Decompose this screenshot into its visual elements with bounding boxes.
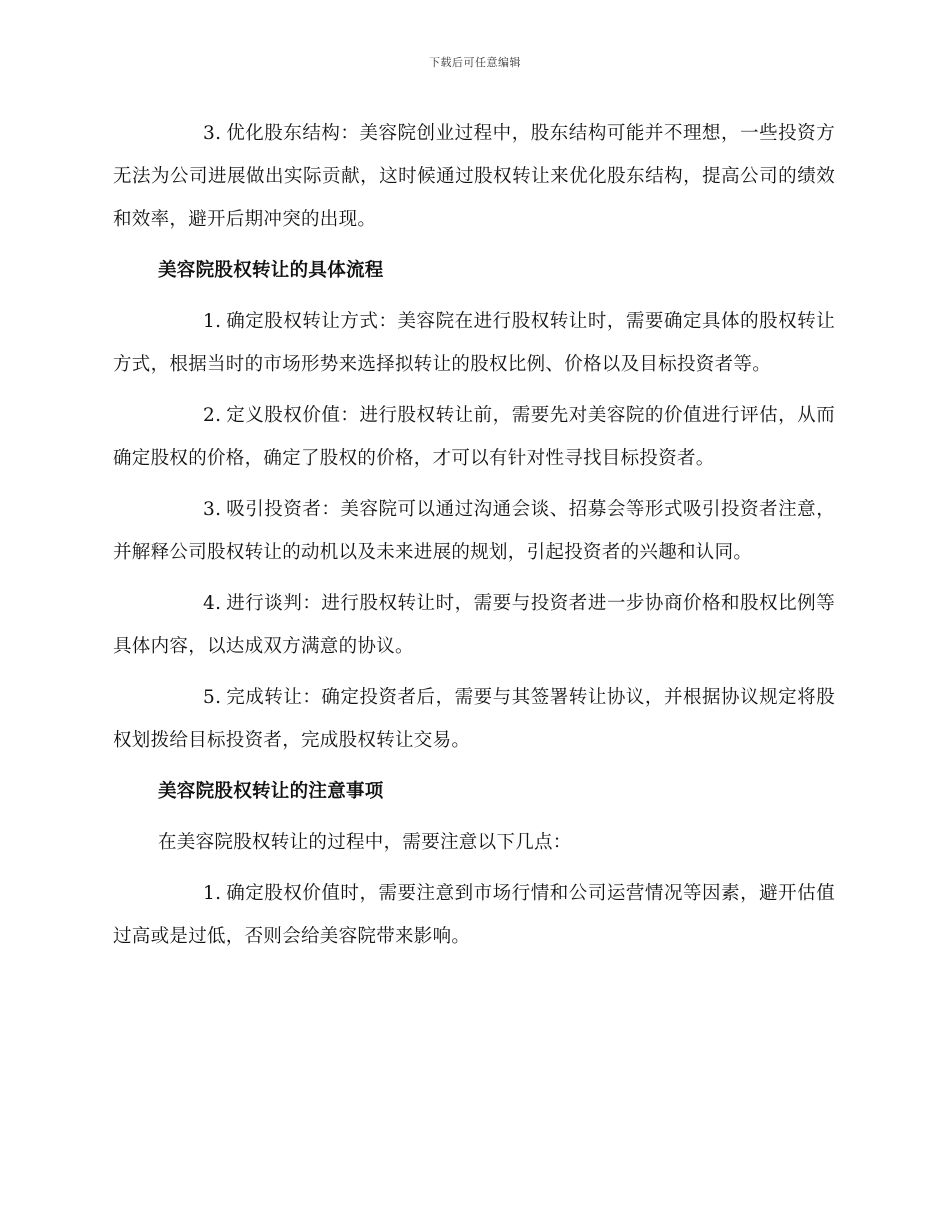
- paragraph-text: 进行谈判：进行股权转让时，需要与投资者进一步协商价格和股权比例等具体内容，以达成双方满意的协议。: [113, 593, 835, 657]
- paragraph-optimize-shareholder-structure: [113, 112, 835, 241]
- document-body: [113, 112, 835, 966]
- section-heading-process: 美容院股权转让的具体流程: [158, 260, 384, 281]
- paragraph-text: 吸引投资者：美容院可以通过沟通会谈、招募会等形式吸引投资者注意，并解释公司股权转让的动机以及未来进展的规划，引起投资者的兴趣和认同。: [113, 499, 835, 563]
- paragraph-text: 确定股权价值时，需要注意到市场行情和公司运营情况等因素，避开估值过高或是过低，否则会给美容院带来影响。: [113, 883, 835, 947]
- list-number: 3.: [203, 499, 222, 520]
- paragraph-note-valuation: [113, 872, 835, 958]
- paragraph-determine-method: [113, 300, 835, 386]
- list-number: 1.: [203, 883, 222, 904]
- list-number: 5.: [203, 687, 222, 708]
- paragraph-text: 优化股东结构：美容院创业过程中，股东结构可能并不理想，一些投资方无法为公司进展做出实际贡献，这时候通过股权转让来优化股东结构，提高公司的绩效和效率，避开后期冲突的出现。: [113, 123, 835, 230]
- list-number: 1.: [203, 311, 222, 332]
- list-number: 3.: [203, 123, 222, 144]
- paragraph-text: 完成转让：确定投资者后，需要与其签署转让协议，并根据协议规定将股权划拨给目标投资者，完成股权转让交易。: [113, 687, 835, 751]
- paragraph-attract-investors: [113, 488, 835, 574]
- paragraph-define-value: [113, 394, 835, 480]
- paragraph-text: 定义股权价值：进行股权转让前，需要先对美容院的价值进行评估，从而确定股权的价格，确定了股权的价格，才可以有针对性寻找目标投资者。: [113, 405, 835, 469]
- section-heading-notes: 美容院股权转让的注意事项: [158, 781, 384, 802]
- paragraph-negotiation: [113, 582, 835, 668]
- list-number: 2.: [203, 405, 222, 426]
- paragraph-intro-notes: 在美容院股权转让的过程中，需要注意以下几点：: [158, 832, 572, 853]
- page-header: 下载后可任意编辑: [429, 56, 521, 69]
- paragraph-text: 确定股权转让方式：美容院在进行股权转让时，需要确定具体的股权转让方式，根据当时的市场形势来选择拟转让的股权比例、价格以及目标投资者等。: [113, 311, 835, 375]
- paragraph-complete-transfer: [113, 676, 835, 762]
- list-number: 4.: [203, 593, 222, 614]
